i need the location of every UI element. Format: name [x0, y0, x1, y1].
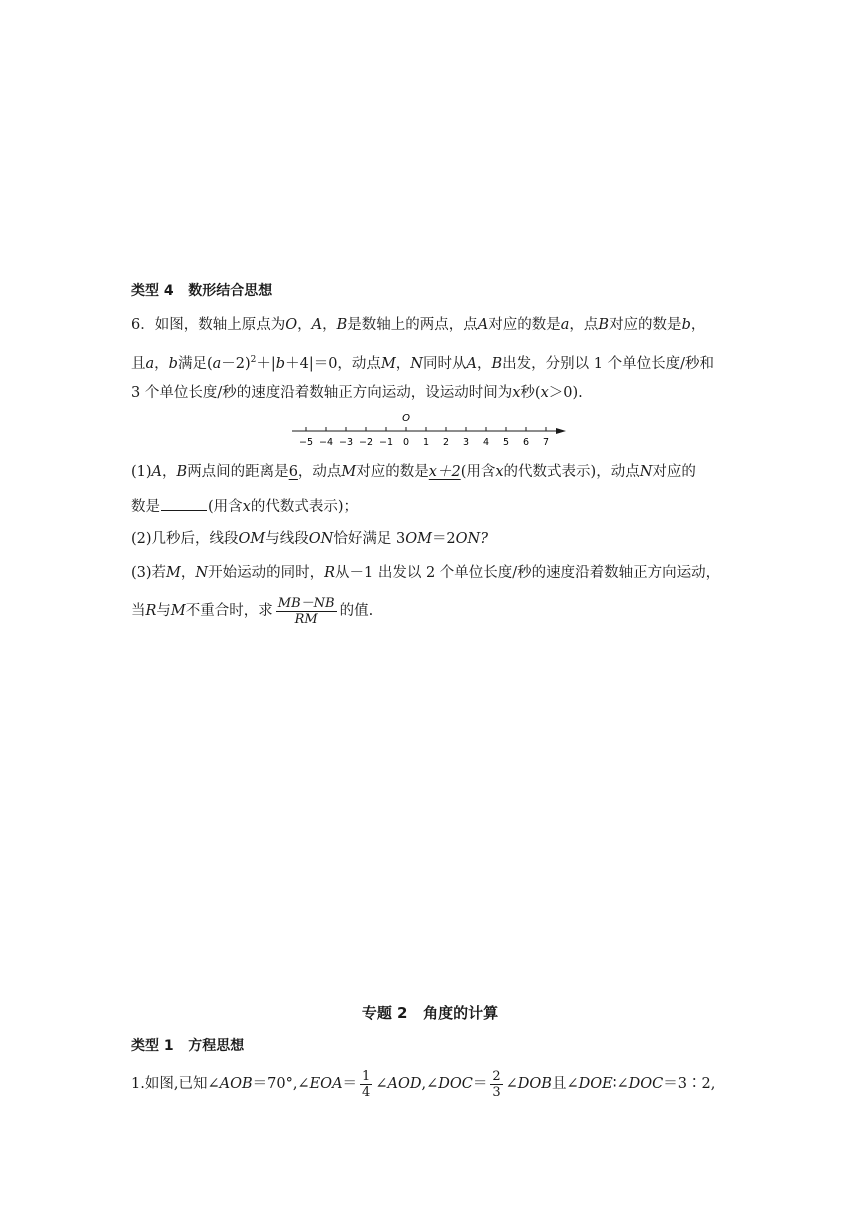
- fraction-numerator: 1: [362, 1068, 371, 1084]
- text: 的代数式表示)；: [250, 499, 359, 515]
- var-A: A: [466, 355, 477, 372]
- axis-tick-label: 7: [542, 437, 550, 448]
- text: (2)几秒后，线段: [131, 531, 239, 547]
- text: 3 个单位长度/秒的速度沿着数轴正方向运动，设运动时间为: [131, 385, 513, 401]
- var-x: x: [512, 385, 521, 401]
- var-x: x: [242, 499, 251, 515]
- var-b: b: [168, 355, 178, 372]
- text: ＞0).: [548, 385, 583, 401]
- var-M: M: [170, 603, 186, 619]
- text: 且: [131, 355, 146, 372]
- problem-number: 6: [131, 317, 141, 333]
- var-a: a: [145, 355, 155, 372]
- text: 且∠: [551, 1076, 579, 1092]
- text: ，: [180, 565, 196, 581]
- var-A: A: [151, 464, 163, 480]
- text: ＋4|＝0，动点: [285, 355, 381, 372]
- var-B: B: [176, 464, 188, 480]
- axis-tick-label: 3: [462, 437, 470, 448]
- topic-number: 专题 2: [361, 1004, 408, 1022]
- var-b: b: [275, 355, 286, 372]
- section-heading-type4: [131, 281, 272, 301]
- axis-tick-label: −2: [358, 437, 374, 448]
- text: 同时从: [422, 355, 467, 372]
- axis-tick-label: −3: [338, 437, 354, 448]
- var-DOC: DOC: [438, 1076, 473, 1092]
- fraction-denominator: 4: [362, 1084, 371, 1100]
- answer-M-position: x＋2: [428, 464, 461, 480]
- section-type-label: 类型 4: [131, 283, 174, 299]
- text: 当: [131, 603, 146, 619]
- var-B: B: [491, 355, 503, 372]
- var-DOB: DOB: [517, 1076, 552, 1092]
- answer-distance: 6: [288, 464, 298, 480]
- axis-tick-label: 0: [402, 437, 410, 448]
- var-x: x: [540, 385, 549, 401]
- section-title: 数形结合思想: [188, 283, 273, 299]
- axis-arrow-icon: [556, 428, 566, 434]
- var-a: a: [212, 355, 222, 372]
- axis-tick-label: 2: [442, 437, 450, 448]
- var-AOD: AOD: [387, 1076, 422, 1092]
- axis-tick-label: 5: [502, 437, 510, 448]
- text: 对应的数是: [609, 317, 682, 333]
- axis-tick-label: −1: [378, 437, 394, 448]
- axis-tick-label: 6: [522, 437, 530, 448]
- axis-ticks: [299, 427, 549, 448]
- text: ∠: [505, 1076, 518, 1092]
- var-N: N: [639, 464, 653, 480]
- var-N: N: [410, 355, 423, 372]
- var-B: B: [336, 317, 348, 333]
- var-R: R: [324, 565, 336, 581]
- var-O: O: [285, 317, 298, 333]
- axis-tick-label: 4: [482, 437, 490, 448]
- text: ?: [480, 531, 489, 547]
- text: ，动点: [297, 464, 342, 480]
- text: .如图,已知∠: [140, 1076, 220, 1092]
- axis-tick-label: −5: [298, 437, 314, 448]
- var-B: B: [598, 317, 610, 333]
- axis-tick-label: −4: [318, 437, 334, 448]
- problem-6-line-3: [131, 383, 583, 403]
- superscript: 2: [250, 355, 257, 365]
- var-ON: ON: [455, 531, 481, 547]
- text: ＝: [342, 1076, 358, 1092]
- var-DOE: DOE: [578, 1076, 613, 1092]
- problem-6-line-2: 且a，b满足$(a-2)^2+|b+4|=0$，动点M，N同时从A，B出发，分别以 1 个单位长度/秒和: [131, 355, 714, 372]
- text: 是数轴上的两点，点: [347, 317, 478, 333]
- var-x: x: [495, 464, 504, 480]
- text: 恰好满足 3: [333, 531, 406, 547]
- var-A: A: [477, 317, 489, 333]
- question-2: [131, 529, 488, 549]
- var-a: a: [560, 317, 570, 333]
- text: 的值.: [339, 603, 374, 619]
- text: (用含: [460, 464, 496, 480]
- var-AOB: AOB: [219, 1076, 253, 1092]
- text: ,∠: [421, 1076, 439, 1092]
- fraction-numerator: MB－NB: [277, 595, 335, 611]
- fraction: [276, 596, 337, 627]
- var-R: R: [145, 603, 157, 619]
- var-DOC: DOC: [628, 1076, 664, 1092]
- question-1-line-2: [131, 496, 358, 517]
- text: 不重合时，求: [185, 603, 273, 619]
- var-ON: ON: [308, 531, 334, 547]
- text: (3)若: [131, 565, 167, 581]
- var-b: b: [681, 317, 691, 333]
- question-3-line-2: [131, 593, 373, 629]
- text: 的代数式表示)，动点: [503, 464, 640, 480]
- question-1-line-1: (1)A，B两点间的距离是6，动点M对应的数是x＋2(用含x的代数式表示)，动点N对应的: [131, 464, 696, 480]
- text: －2): [221, 355, 251, 372]
- text: ＝70°,∠: [252, 1076, 310, 1092]
- text: ∶∠: [612, 1076, 629, 1092]
- text: 出发，分别以 1 个单位长度/秒和: [502, 355, 714, 372]
- problem-number: 1: [131, 1076, 141, 1092]
- text: 满足(: [177, 355, 213, 372]
- text: ．如图，数轴上原点为: [140, 317, 286, 333]
- text: ∠: [375, 1076, 388, 1092]
- question-3-line-1: [131, 563, 720, 583]
- number-line-figure: [286, 410, 570, 448]
- fraction-numerator: 2: [492, 1068, 501, 1084]
- text: (1): [131, 464, 152, 480]
- origin-label: O: [402, 413, 410, 424]
- text: ＝2: [431, 531, 456, 547]
- answer-blank[interactable]: [161, 496, 207, 511]
- text: ＋|: [256, 355, 276, 372]
- var-OM: OM: [405, 531, 432, 547]
- text: 与线段: [265, 531, 309, 547]
- var-M: M: [341, 464, 357, 480]
- var-OM: OM: [238, 531, 266, 547]
- text: 对应的数是: [356, 464, 429, 480]
- topic-text: 角度的计算: [423, 1004, 499, 1022]
- var-EOA: EOA: [309, 1076, 343, 1092]
- fraction-denominator: RM: [294, 611, 318, 627]
- text: 秒(: [520, 385, 541, 401]
- var-M: M: [380, 355, 396, 372]
- section-title: 方程思想: [188, 1038, 245, 1054]
- text: 开始运动的同时，: [208, 565, 325, 581]
- topic-title: [0, 1002, 860, 1023]
- text: 对应的: [652, 464, 696, 480]
- fraction-denominator: 3: [492, 1084, 501, 1100]
- text: 从－1 出发以 2 个单位长度/秒的速度沿着数轴正方向运动，: [335, 565, 721, 581]
- var-M: M: [166, 565, 181, 581]
- text: ，点: [569, 317, 599, 333]
- text: (用含: [208, 499, 243, 515]
- text: 两点间的距离是: [187, 464, 289, 480]
- problem-6-line-1: 6．如图，数轴上原点为O，A，B是数轴上的两点，点A对应的数是a，点B对应的数是b，: [131, 317, 706, 333]
- text: ＝: [472, 1076, 488, 1092]
- section-type-label: 类型 1: [131, 1038, 174, 1054]
- problem-1-line-1: [131, 1066, 715, 1102]
- text: 数是: [131, 499, 160, 515]
- text: ＝3∶2,: [663, 1076, 716, 1092]
- var-A: A: [311, 317, 323, 333]
- var-N: N: [195, 565, 209, 581]
- fraction: [490, 1069, 502, 1100]
- section-heading-type1: [131, 1036, 244, 1056]
- text: 对应的数是: [488, 317, 561, 333]
- fraction: [360, 1069, 372, 1100]
- axis-tick-label: 1: [422, 437, 430, 448]
- text: 与: [156, 603, 171, 619]
